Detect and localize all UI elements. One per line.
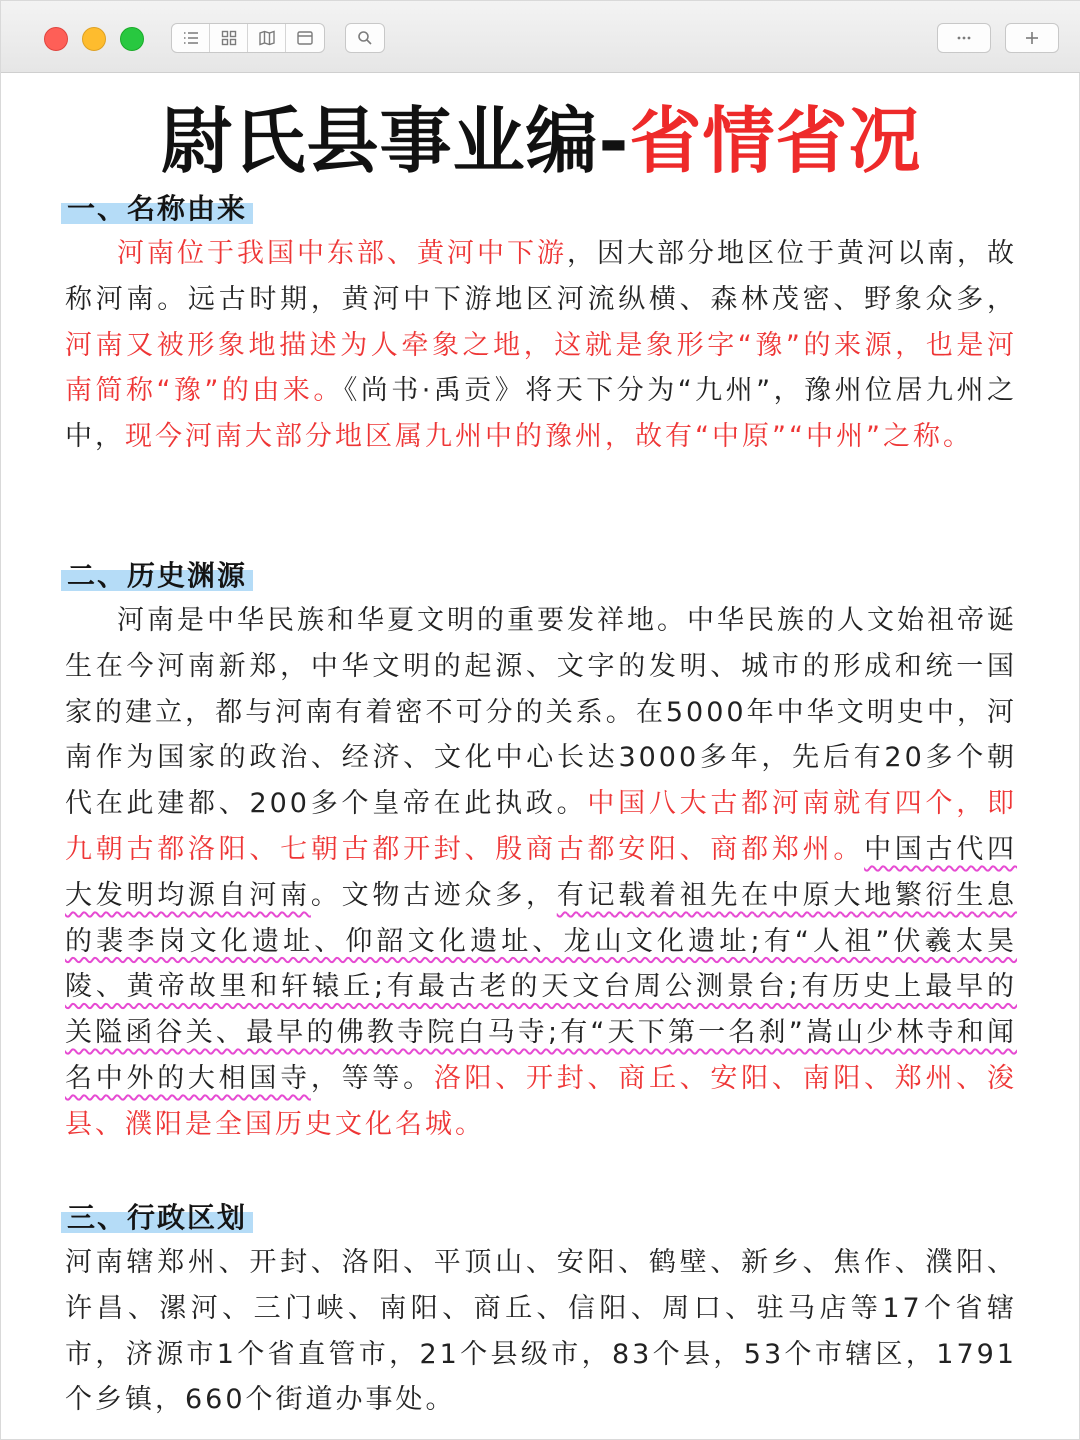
text-segment-red: 中国八大古都河南就有四个，即九朝古都洛阳、七朝古都开封、殷商古都安阳、商都郑州。 <box>65 788 1017 865</box>
sidebar-list-icon[interactable] <box>172 24 210 52</box>
minimize-window-button[interactable] <box>82 27 106 51</box>
search-icon <box>356 29 374 47</box>
text-segment-normal: 。文物古迹众多， <box>310 879 557 911</box>
more-button[interactable] <box>937 23 991 53</box>
more-icon <box>955 29 973 47</box>
page-title <box>1 99 1080 183</box>
toolbar <box>1 1 1080 73</box>
section-body-administrative <box>65 1240 1017 1423</box>
add-icon <box>1023 29 1041 47</box>
view-mode-group <box>171 23 325 53</box>
text-segment-normal: ，等等。 <box>310 1062 434 1094</box>
text-segment-wavy: 有记载着祖先在中原大地繁衍生息的裴李岗文化遗址、仰韶文化遗址、龙山文化遗址;有“人祖”伏羲太昊陵、黄帝故里和轩辕丘;有最古老的天文台周公测景台;有历史上最早的关隘函谷关、最早的佛教寺院白马寺;有“天下第一名刹”嵩山少林寺和闻名中外的大相国寺 <box>65 879 1018 1094</box>
section-heading-administrative: 三、行政区划 <box>61 1203 253 1233</box>
text-segment-normal: 河南辖郑州、开封、洛阳、平顶山、安阳、鹤壁、新乡、焦作、濮阳、许昌、漯河、三门峡、南阳、商丘、信阳、周口、驻马店等17个省辖市，济源市1个省直管市，21个县级市，83个县，53个市辖区，1791个乡镇，660个街道办事处。 <box>65 1247 1017 1416</box>
text-segment-red: 现今河南大部分地区属九州中的豫州，故有“中原”“中州”之称。 <box>125 421 973 453</box>
text-segment-normal: ，因大部分地区位于黄河以南，故称河南。远古时期，黄河中下游地区河流纵横、森林茂密、野象众多， <box>65 238 1017 315</box>
search-button[interactable] <box>345 23 385 53</box>
text-segment-red: 河南位于我国中东部、黄河中下游 <box>117 238 567 269</box>
document-content <box>1 73 1080 1440</box>
text-segment-normal: 河南是中华民族和华夏文明的重要发祥地。中华民族的人文始祖帝诞生在今河南新郑，中华文明的起源、文字的发明、城市的形成和统一国家的建立，都与河南有着密不可分的关系。在5000年中华文明史中，河南作为国家的政治、经济、文化中心长达3000多年，先后有20多个朝代在此建都、200多个皇帝在此执政。 <box>65 605 1017 820</box>
text-segment-wavy: 中国古代四大发明均源自河南 <box>65 833 1018 911</box>
text-segment-red: 洛阳、开封、商丘、安阳、南阳、郑州、浚县、濮阳是全国历史文化名城。 <box>65 1062 1018 1140</box>
section-heading-history: 二、历史渊源 <box>61 561 253 591</box>
section-heading-name-origin: 一、名称由来 <box>61 194 253 224</box>
map-icon[interactable] <box>248 24 286 52</box>
close-window-button[interactable] <box>44 27 68 51</box>
text-segment-normal: 《尚书·禹贡》将天下分为“九州”，豫州位居九州之中， <box>65 375 1017 453</box>
window-icon[interactable] <box>286 24 324 52</box>
title-main: 尉氏县事业编- <box>160 99 630 183</box>
section-body-history <box>65 598 1017 1148</box>
grid-icon[interactable] <box>210 24 248 52</box>
section-body-name-origin <box>65 231 1017 460</box>
text-segment-red: 河南又被形象地描述为人牵象之地，这就是象形字“豫”的来源，也是河南简称“豫”的由来。 <box>65 329 1017 407</box>
title-highlight: 省情省况 <box>629 99 922 183</box>
fullscreen-window-button[interactable] <box>120 27 144 51</box>
add-button[interactable] <box>1005 23 1059 53</box>
